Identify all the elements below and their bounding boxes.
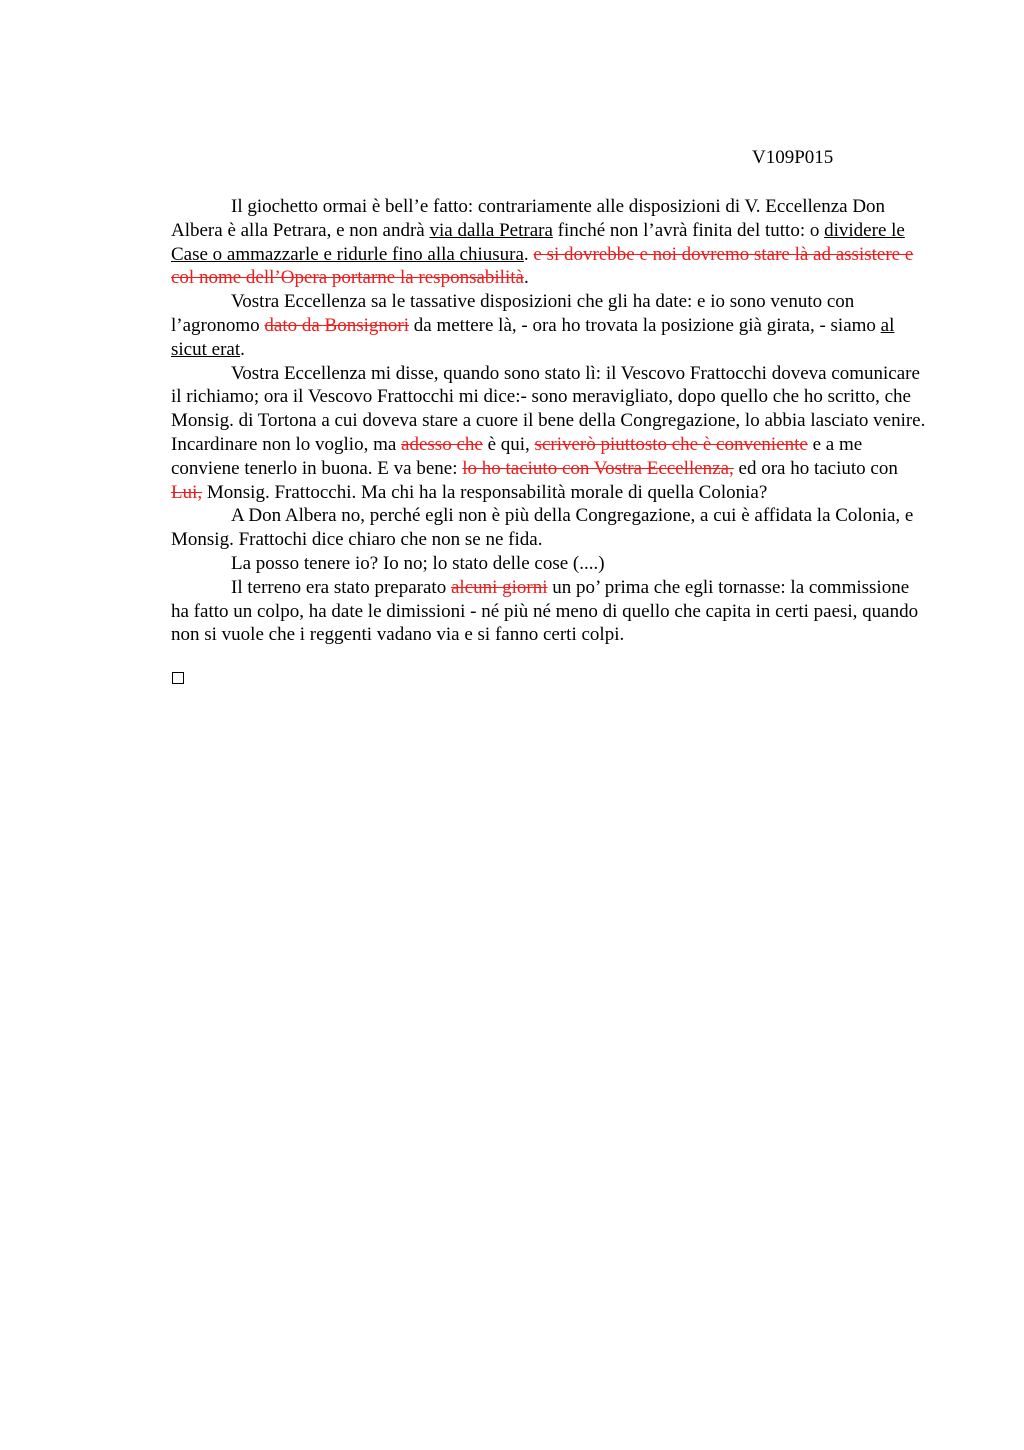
text-span: . — [523, 267, 529, 289]
paragraph — [171, 504, 927, 552]
text-span: Il giochetto ormai è bell’e fatto: contrariamente alle disposizioni di V. Eccellenza Don Albera è alla Petrara, e non andrà — [171, 196, 886, 241]
text-span: Il terreno era stato preparato — [231, 576, 451, 598]
underlined-text: dividere le Case o ammazzarle e ridurle fino alla chiusura — [171, 219, 905, 265]
text-span: è qui, — [482, 433, 535, 455]
paragraph — [171, 576, 927, 647]
underlined-text: via dalla Petrara — [429, 219, 553, 241]
underlined-text: al sicut erat — [171, 314, 895, 360]
text-span: . — [240, 338, 245, 360]
deleted-text: Lui, — [171, 481, 203, 503]
text-span: Monsig. Frattocchi. Ma chi ha la responsabilità morale di quella Colonia? — [202, 481, 768, 503]
deleted-text: adesso che — [401, 433, 483, 455]
deleted-text: alcuni giorni — [450, 576, 548, 598]
text-span: A Don Albera no, perché egli non è più della Congregazione, a cui è affidata la Colonia, e Monsig. Frattochi dice chiaro che non se ne fida. — [171, 505, 914, 551]
deleted-text: dato da Bonsignori — [264, 314, 410, 336]
deleted-text: scriverò piuttosto che è conveniente — [534, 433, 808, 455]
deleted-text: e si dovrebbe e noi dovremo stare là ad assistere e col nome dell’Opera portarne la responsabilità — [171, 243, 914, 289]
page-identifier: V109P015 — [752, 147, 834, 168]
text-span: Vostra Eccellenza sa le tassative disposizioni che gli ha date: e io sono venuto con l’agronomo — [171, 291, 855, 336]
empty-square-icon — [172, 672, 184, 684]
text-span: Vostra Eccellenza mi disse, quando sono stato lì: il Vescovo Frattocchi doveva comunicare il richiamo; ora il Vescovo Frattocchi mi dice:- sono meravigliato, dopo quello che ho scritto, che Monsig. di Tortona a cui doveva stare a cuore il bene della Congregazione, lo abbia lasciato venire. Incardinare non lo voglio, ma — [171, 362, 926, 455]
document-body — [171, 195, 927, 647]
text-span: e a me conviene tenerlo in buona. E va bene: — [171, 433, 863, 479]
paragraph — [171, 362, 927, 505]
text-span: La posso tenere io? Io no; lo stato delle cose (....) — [231, 552, 605, 574]
text-span: ed ora ho taciuto con — [733, 457, 898, 479]
paragraph — [171, 290, 927, 361]
text-span: da mettere là, - ora ho trovata la posizione già girata, - siamo — [409, 314, 881, 336]
deleted-text: lo ho taciuto con Vostra Eccellenza, — [462, 457, 734, 479]
text-span: un po’ prima che egli tornasse: la commissione ha fatto un colpo, ha date le dimissioni - né più né meno di quello che capita in certi paesi, quando non si vuole che i reggenti vadano via e si fanno certi colpi. — [171, 576, 919, 646]
text-span: . — [523, 243, 534, 265]
paragraph — [171, 195, 927, 290]
paragraph — [171, 552, 927, 576]
text-span: finché non l’avrà finita del tutto: o — [552, 219, 825, 241]
